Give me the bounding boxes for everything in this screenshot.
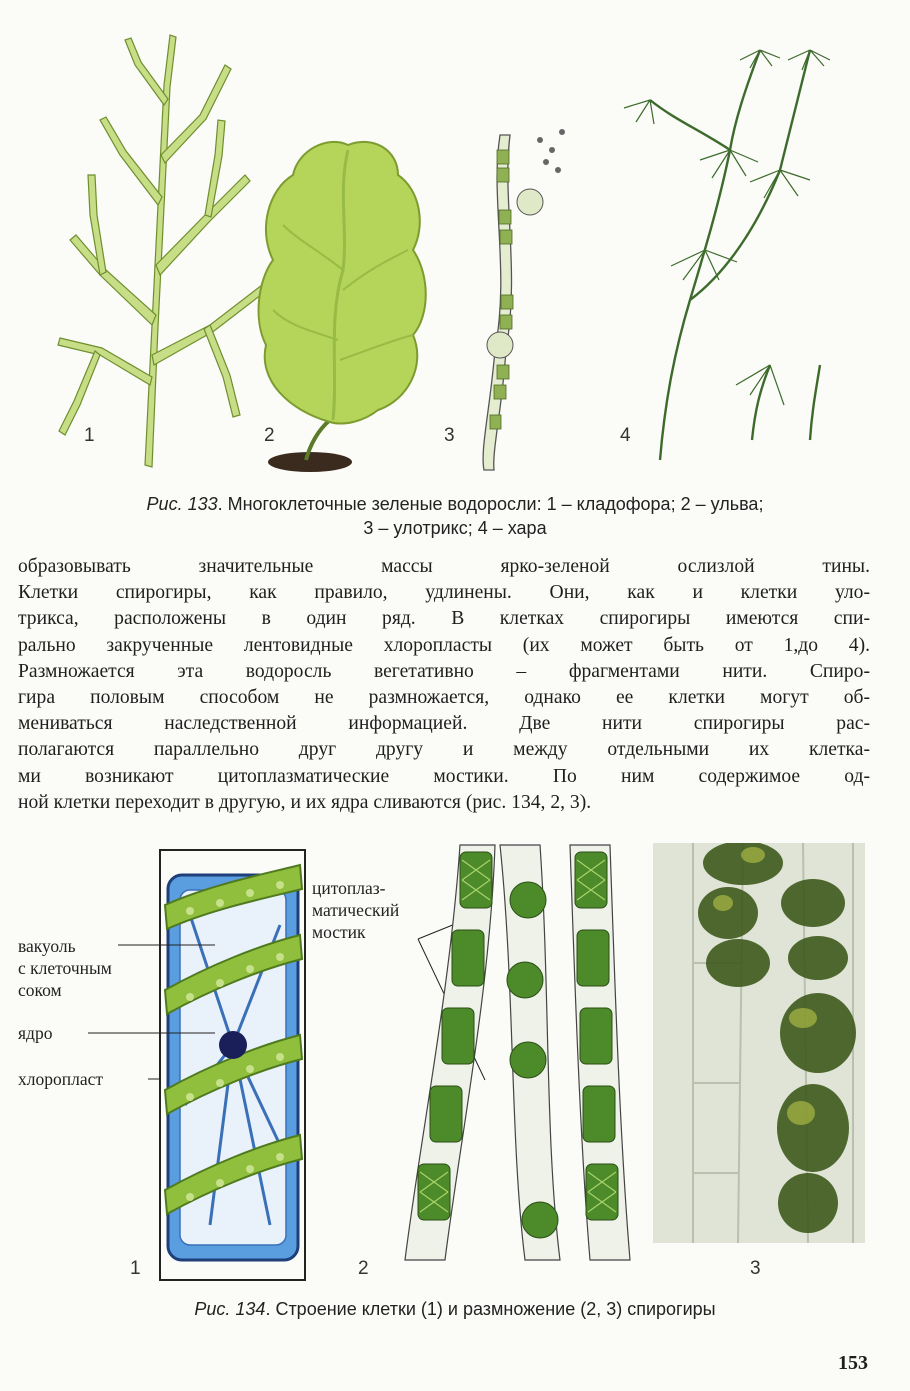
figure-133-label-3: 3: [444, 425, 455, 446]
body-line: мениваться наследственной информацией. Две нити спирогиры рас-: [18, 713, 870, 735]
spirogyra-conjugation-diagram: [400, 840, 640, 1270]
body-line: полагаются параллельно друг другу и между отдельными их клетка-: [18, 739, 870, 761]
body-line: гира половым способом не размножается, однако ее клетки могут об-: [18, 687, 870, 709]
figure-133-label-1: 1: [84, 425, 95, 446]
figure-134-label-3: 3: [750, 1258, 761, 1279]
figure-134-label-2: 2: [358, 1258, 369, 1279]
figure-134-caption-lead: Рис. 134: [194, 1299, 266, 1319]
label-vacuole-line3: соком: [18, 980, 62, 1000]
cladophora-illustration: [40, 25, 280, 475]
body-line: рально закрученные лентовидные хлоропласты (их может быть от 1,до 4).: [18, 634, 870, 656]
ulothrix-illustration: [470, 120, 580, 480]
body-line: трикса, расположены в один ряд. В клетках спирогиры имеются спи-: [18, 608, 870, 630]
figure-133-caption-line2: 3 – улотрикс; 4 – хара: [363, 518, 547, 538]
label-vacuole-line1: вакуоль: [18, 936, 76, 956]
body-paragraph: [18, 554, 870, 816]
label-bridge-line1: цитоплаз-: [312, 878, 386, 898]
ulva-illustration: [248, 130, 438, 475]
label-vacuole-line2: с клеточным: [18, 958, 112, 978]
chara-illustration: [580, 20, 880, 475]
body-line: ми возникают цитоплазматические мостики. По ним содержимое од-: [18, 765, 870, 787]
page-number: 153: [838, 1352, 868, 1374]
figure-133-caption: [40, 492, 870, 540]
body-line: ной клетки переходит в другую, и их ядра сливаются (рис. 134, 2, 3).: [18, 791, 592, 813]
figure-133-label-2: 2: [264, 425, 275, 446]
figure-134-caption-rest: . Строение клетки (1) и размножение (2, 3) спирогиры: [265, 1299, 716, 1319]
label-bridge-line3: мостик: [312, 922, 366, 942]
body-line: Клетки спирогиры, как правило, удлинены. Они, как и клетки уло-: [18, 582, 870, 604]
label-chloroplast: хлоропласт: [18, 1069, 104, 1089]
label-bridge-line2: матический: [312, 900, 400, 920]
figure-134: [0, 835, 910, 1295]
figure-133-label-4: 4: [620, 425, 631, 446]
body-line: Размножается эта водоросль вегетативно – фрагментами нити. Спиро-: [18, 660, 870, 682]
figure-134-caption: [40, 1297, 870, 1321]
body-line: образовывать значительные массы ярко-зеленой ослизлой тины.: [18, 556, 870, 577]
label-nucleus: ядро: [18, 1023, 53, 1043]
spirogyra-micrograph: [653, 843, 865, 1243]
figure-133-caption-lead: Рис. 133: [146, 494, 218, 514]
figure-134-label-1: 1: [130, 1258, 141, 1279]
figure-133-caption-line1: . Многоклеточные зеленые водоросли: 1 – кладофора; 2 – ульва;: [217, 494, 764, 514]
figure-133: [0, 0, 910, 480]
